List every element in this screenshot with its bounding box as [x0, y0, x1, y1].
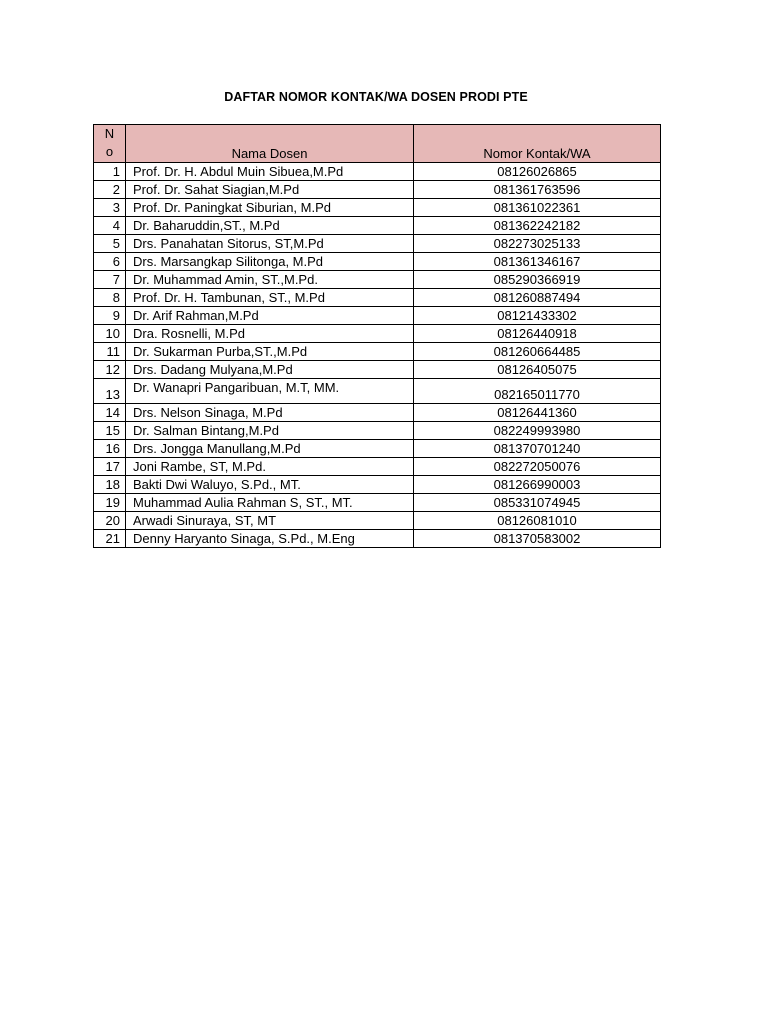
- table-row: [94, 271, 661, 289]
- lecturer-name: Arwadi Sinuraya, ST, MT: [126, 512, 414, 530]
- phone-number: 082165011770: [414, 379, 661, 404]
- lecturer-name: Dr. Muhammad Amin, ST.,M.Pd.: [126, 271, 414, 289]
- row-number: 1: [94, 163, 126, 181]
- table-row: [94, 494, 661, 512]
- table-row: [94, 379, 661, 404]
- row-number: 3: [94, 199, 126, 217]
- table-row: [94, 163, 661, 181]
- row-number: 4: [94, 217, 126, 235]
- row-number: 8: [94, 289, 126, 307]
- table-header-row: [94, 125, 661, 163]
- phone-number: 08121433302: [414, 307, 661, 325]
- table-body: [94, 163, 661, 548]
- phone-number: 081370701240: [414, 440, 661, 458]
- phone-number: 081361763596: [414, 181, 661, 199]
- lecturer-name: Denny Haryanto Sinaga, S.Pd., M.Eng: [126, 530, 414, 548]
- phone-number: 082273025133: [414, 235, 661, 253]
- header-phone: Nomor Kontak/WA: [414, 125, 661, 163]
- table-row: [94, 476, 661, 494]
- row-number: 12: [94, 361, 126, 379]
- lecturer-name: Dr. Sukarman Purba,ST.,M.Pd: [126, 343, 414, 361]
- table-row: [94, 440, 661, 458]
- phone-number: 082272050076: [414, 458, 661, 476]
- header-no-line1: N: [104, 126, 115, 141]
- header-no-line2: o: [105, 144, 114, 159]
- phone-number: 082249993980: [414, 422, 661, 440]
- row-number: 15: [94, 422, 126, 440]
- lecturer-name: Prof. Dr. Paningkat Siburian, M.Pd: [126, 199, 414, 217]
- phone-number: 081362242182: [414, 217, 661, 235]
- phone-number: 08126405075: [414, 361, 661, 379]
- phone-number: 085290366919: [414, 271, 661, 289]
- table-row: [94, 217, 661, 235]
- row-number: 14: [94, 404, 126, 422]
- table-row: [94, 458, 661, 476]
- lecturer-name: Prof. Dr. Sahat Siagian,M.Pd: [126, 181, 414, 199]
- lecturer-name: Dr. Arif Rahman,M.Pd: [126, 307, 414, 325]
- phone-number: 081361022361: [414, 199, 661, 217]
- lecturer-name: Joni Rambe, ST, M.Pd.: [126, 458, 414, 476]
- row-number: 10: [94, 325, 126, 343]
- row-number: 20: [94, 512, 126, 530]
- phone-number: 08126026865: [414, 163, 661, 181]
- phone-number: 085331074945: [414, 494, 661, 512]
- table-row: [94, 343, 661, 361]
- row-number: 2: [94, 181, 126, 199]
- lecturer-name: Prof. Dr. H. Abdul Muin Sibuea,M.Pd: [126, 163, 414, 181]
- lecturer-name: Drs. Nelson Sinaga, M.Pd: [126, 404, 414, 422]
- lecturer-name: Muhammad Aulia Rahman S, ST., MT.: [126, 494, 414, 512]
- header-no: [94, 125, 126, 163]
- table-row: [94, 181, 661, 199]
- row-number: 6: [94, 253, 126, 271]
- table-row: [94, 235, 661, 253]
- phone-number: 081266990003: [414, 476, 661, 494]
- phone-number: 081370583002: [414, 530, 661, 548]
- table-row: [94, 361, 661, 379]
- lecturer-name: Dr. Wanapri Pangaribuan, M.T, MM.: [126, 379, 414, 404]
- header-name: Nama Dosen: [126, 125, 414, 163]
- phone-number: 08126441360: [414, 404, 661, 422]
- row-number: 19: [94, 494, 126, 512]
- row-number: 18: [94, 476, 126, 494]
- table-row: [94, 307, 661, 325]
- lecturer-name: Prof. Dr. H. Tambunan, ST., M.Pd: [126, 289, 414, 307]
- lecturer-name: Drs. Panahatan Sitorus, ST,M.Pd: [126, 235, 414, 253]
- lecturer-contact-table: [93, 124, 661, 548]
- row-number: 11: [94, 343, 126, 361]
- table-row: [94, 530, 661, 548]
- table-row: [94, 199, 661, 217]
- lecturer-name: Dra. Rosnelli, M.Pd: [126, 325, 414, 343]
- row-number: 7: [94, 271, 126, 289]
- table-row: [94, 422, 661, 440]
- phone-number: 081260664485: [414, 343, 661, 361]
- lecturer-name: Drs. Dadang Mulyana,M.Pd: [126, 361, 414, 379]
- document-title: DAFTAR NOMOR KONTAK/WA DOSEN PRODI PTE: [224, 90, 528, 104]
- table-row: [94, 253, 661, 271]
- phone-number: 081361346167: [414, 253, 661, 271]
- lecturer-name: Drs. Marsangkap Silitonga, M.Pd: [126, 253, 414, 271]
- table-row: [94, 289, 661, 307]
- row-number: 16: [94, 440, 126, 458]
- row-number: 9: [94, 307, 126, 325]
- lecturer-name: Dr. Salman Bintang,M.Pd: [126, 422, 414, 440]
- table-row: [94, 512, 661, 530]
- row-number: 13: [94, 379, 126, 404]
- row-number: 5: [94, 235, 126, 253]
- lecturer-name: Dr. Baharuddin,ST., M.Pd: [126, 217, 414, 235]
- phone-number: 08126440918: [414, 325, 661, 343]
- table-row: [94, 404, 661, 422]
- lecturer-name: Drs. Jongga Manullang,M.Pd: [126, 440, 414, 458]
- row-number: 21: [94, 530, 126, 548]
- phone-number: 081260887494: [414, 289, 661, 307]
- phone-number: 08126081010: [414, 512, 661, 530]
- table-row: [94, 325, 661, 343]
- row-number: 17: [94, 458, 126, 476]
- lecturer-name: Bakti Dwi Waluyo, S.Pd., MT.: [126, 476, 414, 494]
